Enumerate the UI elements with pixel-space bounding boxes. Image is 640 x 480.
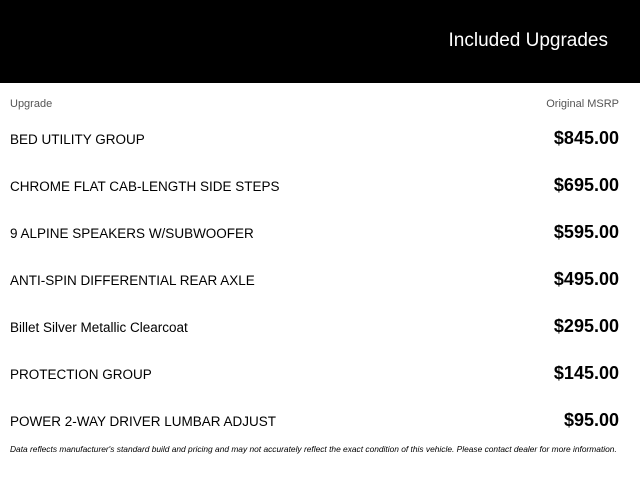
header-bar [0,0,640,83]
list-item [0,210,640,257]
upgrade-price: $145.00 [553,363,619,383]
list-item [0,304,640,351]
upgrades-list [0,116,640,445]
upgrade-name: 9 ALPINE SPEAKERS W/SUBWOOFER [10,226,254,241]
upgrade-name: Billet Silver Metallic Clearcoat [10,320,188,335]
list-item [0,163,640,210]
upgrade-name: BED UTILITY GROUP [10,132,145,147]
disclaimer-text: Data reflects manufacturer's standard build and pricing and may not accurately reflect the exact condition of this vehicle. Please contact dealer for more information. [10,444,617,454]
upgrade-name: PROTECTION GROUP [10,367,152,382]
upgrade-price: $595.00 [553,222,619,242]
upgrade-price: $295.00 [553,316,619,336]
upgrade-name: ANTI-SPIN DIFFERENTIAL REAR AXLE [10,273,255,288]
upgrade-name: POWER 2-WAY DRIVER LUMBAR ADJUST [10,414,277,429]
upgrade-name: CHROME FLAT CAB-LENGTH SIDE STEPS [10,179,280,194]
column-headers [0,98,640,114]
list-item [0,116,640,163]
upgrade-price: $695.00 [553,175,619,195]
upgrade-price: $95.00 [563,410,619,430]
page-title: Included Upgrades [448,30,608,51]
column-header-upgrade: Upgrade [10,98,53,110]
upgrade-price: $495.00 [553,269,619,289]
column-header-msrp: Original MSRP [546,98,619,110]
list-item [0,398,640,445]
list-item [0,257,640,304]
upgrade-price: $845.00 [553,128,619,148]
list-item [0,351,640,398]
